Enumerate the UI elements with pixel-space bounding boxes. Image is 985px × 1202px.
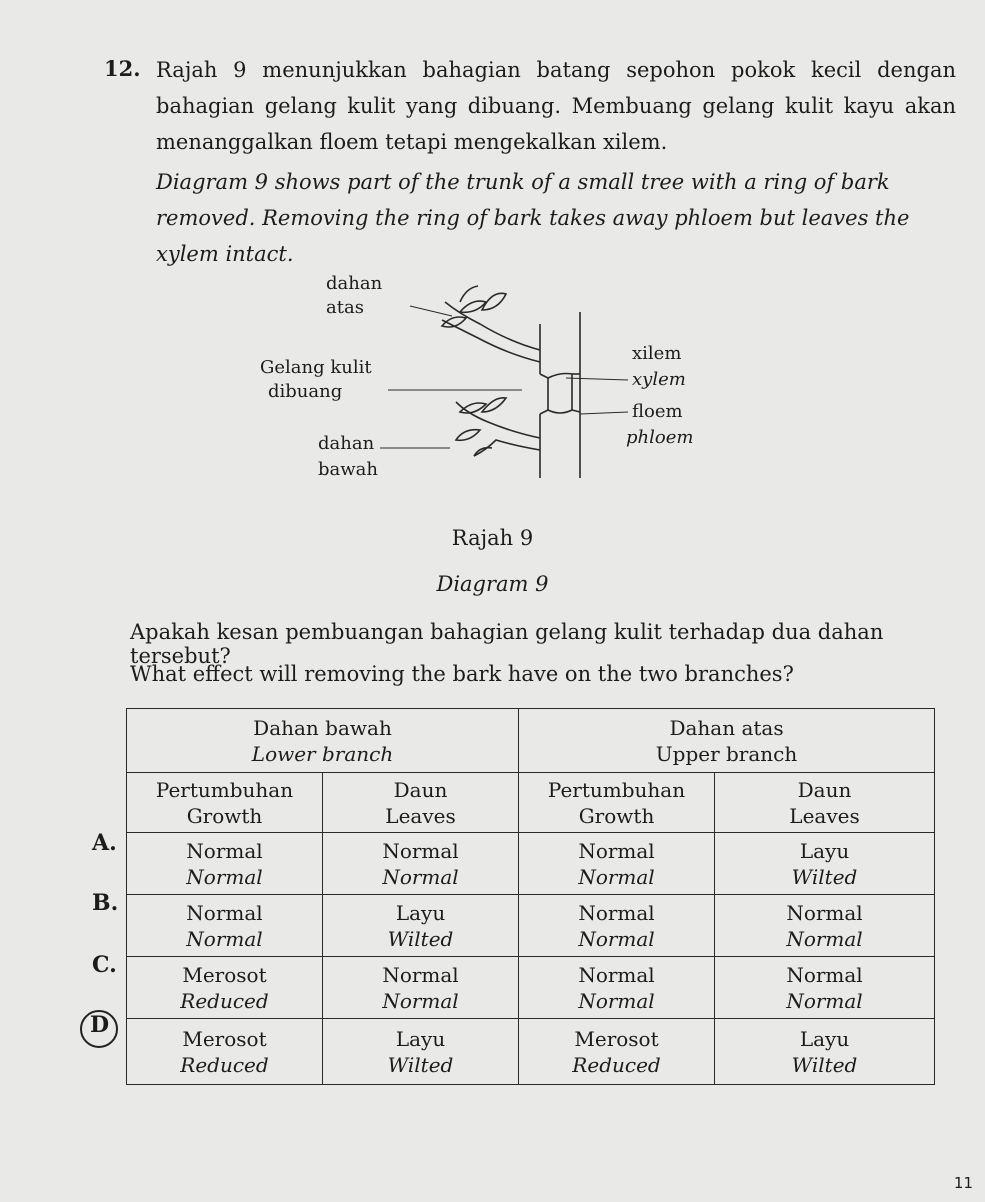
cell-c-2-malay: Normal <box>382 962 459 987</box>
page-number: 11 <box>953 1174 973 1192</box>
cell-a-3-malay: Normal <box>578 838 655 863</box>
header-growth-english-2: Growth <box>578 803 655 828</box>
header-growth-english-1: Growth <box>186 803 263 828</box>
label-xylem-english: xylem <box>632 369 686 390</box>
label-phloem-english: phloem <box>626 427 694 448</box>
cell-d-1-english: Reduced <box>180 1052 269 1077</box>
header-upper-malay: Dahan atas <box>669 715 784 740</box>
answer-options-table <box>126 708 935 1085</box>
header-leaves-english-2: Leaves <box>789 803 860 828</box>
cell-d-2-malay: Layu <box>395 1026 446 1051</box>
header-upper-growth <box>519 773 715 833</box>
header-lower-malay: Dahan bawah <box>253 715 392 740</box>
header-growth-malay-1: Pertumbuhan <box>155 777 294 802</box>
cell-c-3-malay: Normal <box>578 962 655 987</box>
prompt-english: What effect will removing the bark have on the two branches? <box>130 662 794 686</box>
option-row-c[interactable] <box>127 957 935 1019</box>
cell-b-2-english: Wilted <box>387 926 454 951</box>
option-row-b[interactable] <box>127 895 935 957</box>
diagram-caption-malay: Rajah 9 <box>451 526 534 550</box>
option-letter-a[interactable]: A. <box>92 830 117 856</box>
trunk-diagram <box>260 262 740 502</box>
cell-a-4-english: Wilted <box>791 864 858 889</box>
question-number: 12. <box>104 56 141 81</box>
label-ring-1: Gelang kulit <box>260 357 372 378</box>
cell-d-2-english: Wilted <box>387 1052 454 1077</box>
header-lower-leaves <box>323 773 519 833</box>
question-text-english: Diagram 9 shows part of the trunk of a small tree with a ring of bark removed. Removing the ring of bark takes away phloem but leaves the xylem intact. <box>156 170 910 266</box>
cell-c-1-malay: Merosot <box>182 962 267 987</box>
header-growth-malay-2: Pertumbuhan <box>547 777 686 802</box>
cell-b-2-malay: Layu <box>395 900 446 925</box>
cell-a-1-english: Normal <box>186 864 263 889</box>
label-phloem-malay: floem <box>632 401 683 422</box>
prompt-malay: Apakah kesan pembuangan bahagian gelang kulit terhadap dua dahan tersebut? <box>130 620 884 668</box>
header-leaves-english-1: Leaves <box>385 803 456 828</box>
label-upper-branch-2: atas <box>326 297 364 318</box>
cell-b-3-english: Normal <box>578 926 655 951</box>
cell-b-1-english: Normal <box>186 926 263 951</box>
header-lower-branch <box>127 709 519 773</box>
cell-a-3-english: Normal <box>578 864 655 889</box>
cell-c-2-english: Normal <box>382 988 459 1013</box>
cell-b-4-english: Normal <box>786 926 863 951</box>
diagram-caption-english: Diagram 9 <box>436 572 549 596</box>
cell-a-2-english: Normal <box>382 864 459 889</box>
header-leaves-malay-1: Daun <box>393 777 448 802</box>
cell-c-1-english: Reduced <box>180 988 269 1013</box>
header-upper-branch <box>519 709 935 773</box>
cell-b-3-malay: Normal <box>578 900 655 925</box>
cell-b-1-malay: Normal <box>186 900 263 925</box>
cell-d-1-malay: Merosot <box>182 1026 267 1051</box>
option-row-a[interactable] <box>127 833 935 895</box>
label-lower-branch-1: dahan <box>318 433 375 454</box>
cell-a-2-malay: Normal <box>382 838 459 863</box>
cell-a-4-malay: Layu <box>799 838 850 863</box>
header-leaves-malay-2: Daun <box>797 777 852 802</box>
cell-b-4-malay: Normal <box>786 900 863 925</box>
option-letter-d[interactable]: D <box>90 1012 110 1038</box>
question-text-malay: Rajah 9 menunjukkan bahagian batang sepohon pokok kecil dengan bahagian gelang kulit yang dibuang. Membuang gelang kulit kayu akan menanggalkan floem tetapi mengekalkan xilem. <box>156 58 956 154</box>
cell-c-4-english: Normal <box>786 988 863 1013</box>
header-upper-english: Upper branch <box>655 741 798 766</box>
cell-c-3-english: Normal <box>578 988 655 1013</box>
label-lower-branch-2: bawah <box>318 459 378 480</box>
cell-a-1-malay: Normal <box>186 838 263 863</box>
cell-c-4-malay: Normal <box>786 962 863 987</box>
header-lower-english: Lower branch <box>251 741 394 766</box>
cell-d-4-malay: Layu <box>799 1026 850 1051</box>
option-row-d[interactable] <box>127 1019 935 1085</box>
label-ring-2: dibuang <box>268 381 343 402</box>
cell-d-4-english: Wilted <box>791 1052 858 1077</box>
cell-d-3-english: Reduced <box>572 1052 661 1077</box>
cell-d-3-malay: Merosot <box>574 1026 659 1051</box>
label-xylem-malay: xilem <box>632 343 682 364</box>
label-upper-branch-1: dahan <box>326 273 383 294</box>
header-upper-leaves <box>715 773 935 833</box>
header-lower-growth <box>127 773 323 833</box>
option-letter-c[interactable]: C. <box>92 952 117 978</box>
option-letter-b[interactable]: B. <box>92 890 119 916</box>
